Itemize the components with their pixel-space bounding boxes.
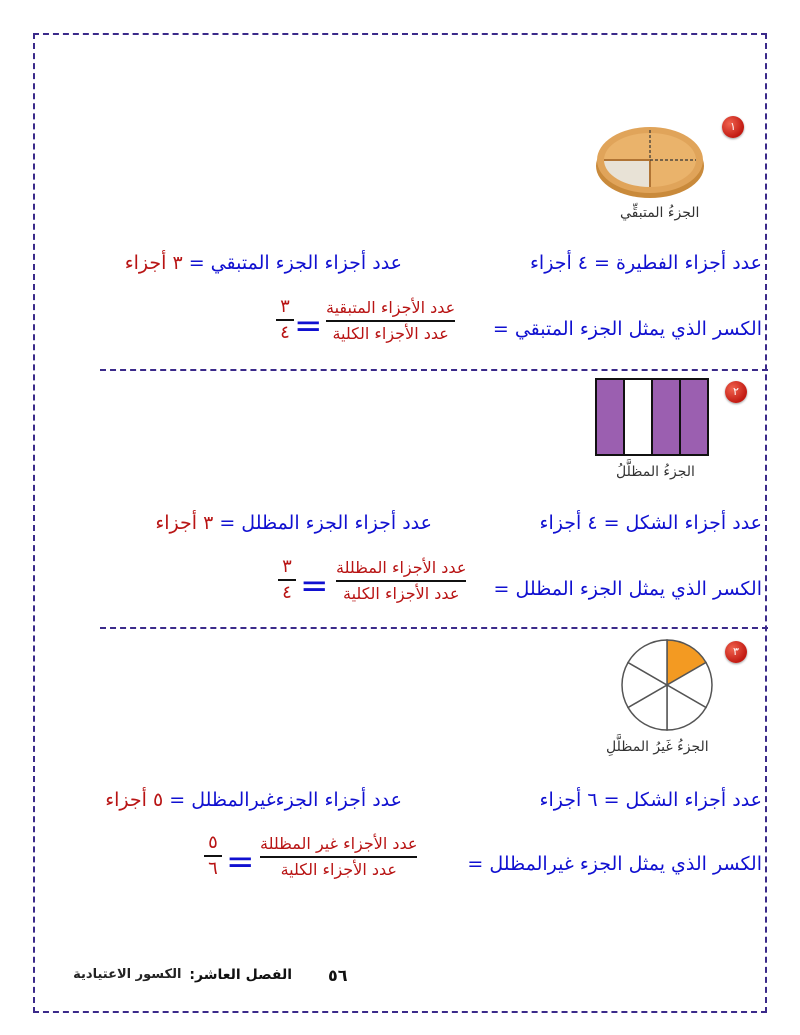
numeric-fraction xyxy=(276,296,294,344)
fraction-bar xyxy=(326,320,455,322)
figure-caption: الجزءُ المتبقِّي xyxy=(620,205,700,221)
word-numerator: عدد الأجزاء المتبقية xyxy=(326,298,456,317)
word-denominator: عدد الأجزاء الكلية xyxy=(280,860,397,879)
equals-sign: = xyxy=(226,842,255,882)
footer-chapter xyxy=(73,967,292,983)
denominator: ٦ xyxy=(208,858,218,879)
problem-number-badge: ٣ xyxy=(725,641,747,663)
section-divider xyxy=(100,369,768,371)
fraction-bar xyxy=(260,856,417,858)
total-parts-line: عدد أجزاء الشكل = ٦ أجزاء xyxy=(539,789,762,811)
fraction-bar xyxy=(276,319,294,321)
unshaded-parts-line xyxy=(105,789,402,811)
denominator: ٤ xyxy=(280,322,290,343)
fraction-bar xyxy=(278,579,296,581)
total-parts-line: عدد أجزاء الشكل = ٤ أجزاء xyxy=(539,512,762,534)
fraction-label: الكسر الذي يمثل الجزء المتبقي = xyxy=(492,318,762,340)
remaining-parts-label: عدد أجزاء الجزء المتبقي = xyxy=(182,252,402,274)
numerator: ٥ xyxy=(208,832,218,853)
problem-number-badge: ٢ xyxy=(725,381,747,403)
section-divider xyxy=(100,627,768,629)
total-parts-line: عدد أجزاء الفطيرة = ٤ أجزاء xyxy=(530,252,762,274)
problem-number-badge: ١ xyxy=(722,116,744,138)
fraction-bar xyxy=(204,855,222,857)
unshaded-parts-label: عدد أجزاء الجزءغيرالمظلل = xyxy=(163,789,402,811)
numeric-fraction xyxy=(204,832,222,880)
fraction-label: الكسر الذي يمثل الجزء غيرالمظلل = xyxy=(467,853,762,875)
word-denominator: عدد الأجزاء الكلية xyxy=(343,584,460,603)
shaded-rectangle xyxy=(595,378,709,456)
word-fraction xyxy=(260,833,417,881)
remaining-parts-value: ٣ أجزاء xyxy=(124,252,183,274)
word-fraction xyxy=(326,297,455,345)
denominator: ٤ xyxy=(282,582,292,603)
word-fraction xyxy=(336,557,466,605)
shaded-parts-label: عدد أجزاء الجزء المظلل = xyxy=(213,512,432,534)
word-numerator: عدد الأجزاء غير المظللة xyxy=(260,834,418,853)
numerator: ٣ xyxy=(282,556,292,577)
chapter-label: الفصل العاشر: xyxy=(189,967,292,983)
equals-sign: = xyxy=(294,306,323,346)
fraction-bar xyxy=(336,580,466,582)
numeric-fraction xyxy=(278,556,296,604)
unshaded-parts-value: ٥ أجزاء xyxy=(105,789,164,811)
figure-caption: الجزءُ المظلَّلُ xyxy=(616,464,695,480)
fraction-label: الكسر الذي يمثل الجزء المظلل = xyxy=(493,578,762,600)
shaded-parts-line xyxy=(155,512,432,534)
page-number: ٥٦ xyxy=(328,966,348,985)
word-numerator: عدد الأجزاء المظللة xyxy=(336,558,467,577)
shaded-circle xyxy=(620,638,714,732)
word-denominator: عدد الأجزاء الكلية xyxy=(332,324,449,343)
pie-image xyxy=(594,108,706,200)
shaded-parts-value: ٣ أجزاء xyxy=(155,512,214,534)
chapter-title: الكسور الاعتيادية xyxy=(73,967,182,982)
figure-caption: الجزءُ غَيرُ المظلَّلِ xyxy=(606,739,709,755)
equals-sign: = xyxy=(300,566,329,606)
remaining-parts-line xyxy=(125,252,402,274)
numerator: ٣ xyxy=(280,296,290,317)
